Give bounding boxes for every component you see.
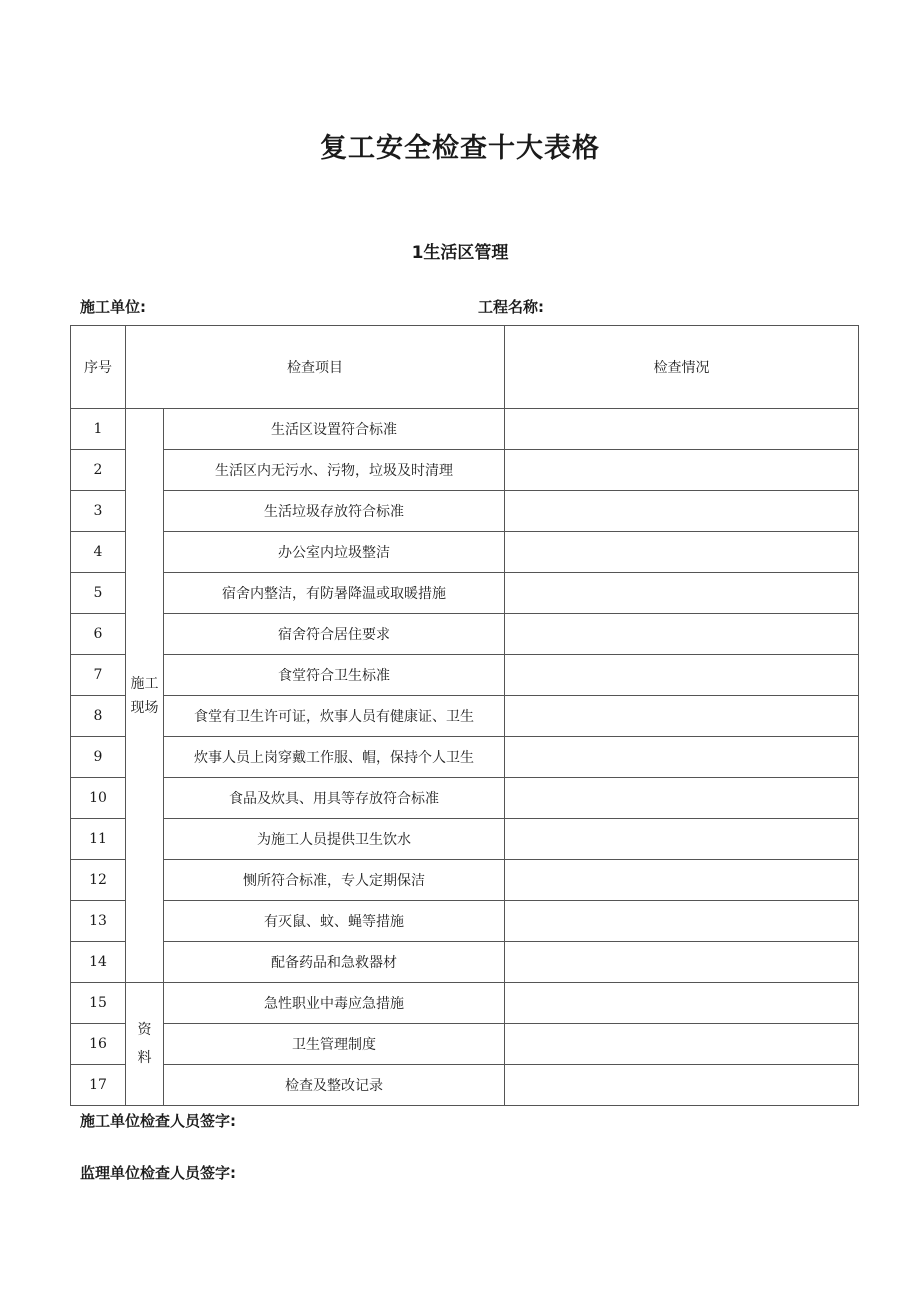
check-item: 食堂有卫生许可证，炊事人员有健康证、卫生: [164, 696, 505, 737]
check-status-cell[interactable]: [505, 901, 859, 942]
check-status-cell[interactable]: [505, 819, 859, 860]
table-row: [71, 737, 859, 778]
row-number: 17: [71, 1065, 126, 1106]
supervision-signature-label: 监理单位检查人员签字:: [80, 1164, 236, 1182]
row-number: 3: [71, 491, 126, 532]
check-status-cell[interactable]: [505, 532, 859, 573]
check-item: 生活垃圾存放符合标准: [164, 491, 505, 532]
table-row: [71, 819, 859, 860]
check-status-cell[interactable]: [505, 983, 859, 1024]
table-row: [71, 614, 859, 655]
check-item: 配备药品和急救器材: [164, 942, 505, 983]
row-number: 13: [71, 901, 126, 942]
table-row: [71, 696, 859, 737]
table-header-row: [71, 326, 859, 409]
row-number: 12: [71, 860, 126, 901]
check-item: 食堂符合卫生标准: [164, 655, 505, 696]
check-item: 急性职业中毒应急措施: [164, 983, 505, 1024]
table-row: [71, 532, 859, 573]
table-row: [71, 778, 859, 819]
header-seq: 序号: [71, 326, 126, 409]
check-item: 有灭鼠、蚊、蝇等措施: [164, 901, 505, 942]
check-item: 宿舍内整洁，有防暑降温或取暖措施: [164, 573, 505, 614]
table-row: [71, 450, 859, 491]
category-label: 施工现场: [130, 675, 159, 716]
row-number: 2: [71, 450, 126, 491]
check-status-cell[interactable]: [505, 1024, 859, 1065]
project-name-label: 工程名称:: [478, 298, 544, 316]
category-label: 资料: [137, 1022, 152, 1066]
check-status-cell[interactable]: [505, 737, 859, 778]
check-status-cell[interactable]: [505, 860, 859, 901]
check-item: 卫生管理制度: [164, 1024, 505, 1065]
check-status-cell[interactable]: [505, 614, 859, 655]
table-row: [71, 1024, 859, 1065]
check-item: 生活区设置符合标准: [164, 409, 505, 450]
check-item: 宿舍符合居住要求: [164, 614, 505, 655]
check-item: 恻所符合标准，专人定期保洁: [164, 860, 505, 901]
table-row: [71, 655, 859, 696]
check-item: 食品及炊具、用具等存放符合标准: [164, 778, 505, 819]
row-number: 16: [71, 1024, 126, 1065]
check-status-cell[interactable]: [505, 409, 859, 450]
row-number: 15: [71, 983, 126, 1024]
row-number: 11: [71, 819, 126, 860]
construction-signature-label: 施工单位检查人员签字:: [80, 1112, 236, 1130]
check-item: 为施工人员提供卫生饮水: [164, 819, 505, 860]
header-status: 检查情况: [505, 326, 859, 409]
check-status-cell[interactable]: [505, 491, 859, 532]
check-item: 检查及整改记录: [164, 1065, 505, 1106]
row-number: 10: [71, 778, 126, 819]
document-title: 复工安全检查十大表格: [320, 133, 600, 164]
check-item: 办公室内垃圾整洁: [164, 532, 505, 573]
check-status-cell[interactable]: [505, 942, 859, 983]
row-number: 5: [71, 573, 126, 614]
section-title: 1生活区管理: [411, 243, 509, 263]
table-row: [71, 491, 859, 532]
check-status-cell[interactable]: [505, 778, 859, 819]
table-row: [71, 860, 859, 901]
table-row: [71, 409, 859, 450]
table-row: [71, 901, 859, 942]
table-row: [71, 983, 859, 1024]
check-status-cell[interactable]: [505, 655, 859, 696]
construction-unit-label: 施工单位:: [80, 298, 146, 316]
check-status-cell[interactable]: [505, 450, 859, 491]
check-status-cell[interactable]: [505, 1065, 859, 1106]
row-number: 6: [71, 614, 126, 655]
row-number: 9: [71, 737, 126, 778]
category-cell: [126, 983, 164, 1106]
check-item: 生活区内无污水、污物，垃圾及时清理: [164, 450, 505, 491]
row-number: 14: [71, 942, 126, 983]
row-number: 1: [71, 409, 126, 450]
row-number: 8: [71, 696, 126, 737]
check-item: 炊事人员上岗穿戴工作服、帽，保持个人卫生: [164, 737, 505, 778]
check-status-cell[interactable]: [505, 573, 859, 614]
inspection-table: [70, 325, 859, 1106]
row-number: 4: [71, 532, 126, 573]
category-cell: [126, 409, 164, 983]
table-row: [71, 573, 859, 614]
table-row: [71, 1065, 859, 1106]
header-item: 检查项目: [126, 326, 505, 409]
table-row: [71, 942, 859, 983]
check-status-cell[interactable]: [505, 696, 859, 737]
row-number: 7: [71, 655, 126, 696]
